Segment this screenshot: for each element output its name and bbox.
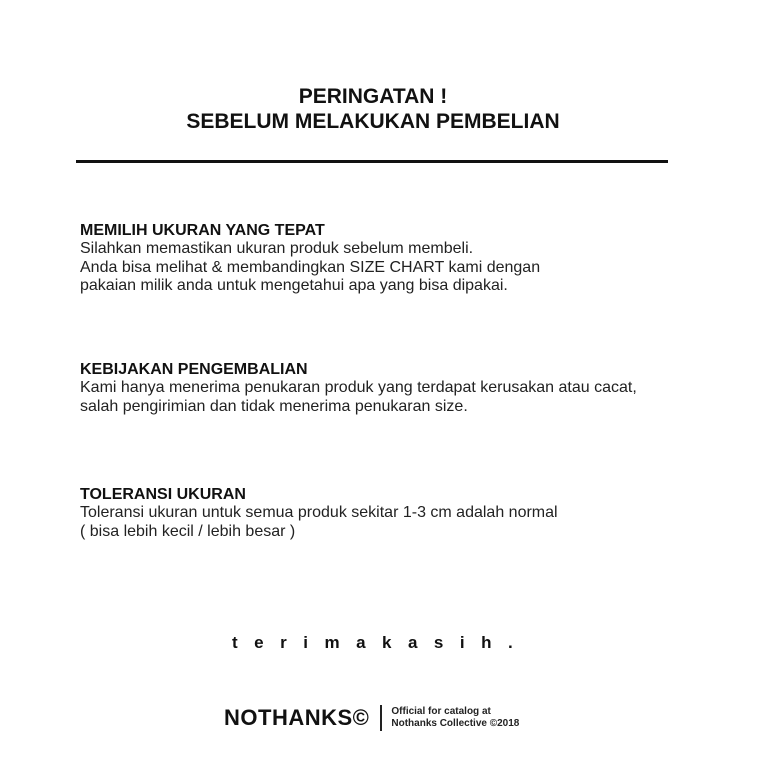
section-size-tolerance bbox=[80, 485, 740, 541]
section-line: pakaian milik anda untuk mengetahui apa yang bisa dipakai. bbox=[80, 277, 508, 294]
section-heading: KEBIJAKAN PENGEMBALIAN bbox=[80, 361, 308, 378]
section-line: ( bisa lebih kecil / lebih besar ) bbox=[80, 522, 296, 540]
section-size-selection bbox=[80, 221, 740, 296]
section-heading: TOLERANSI UKURAN bbox=[80, 486, 246, 503]
section-line: Anda bisa melihat & membandingkan SIZE CHART kami dengan bbox=[80, 258, 541, 276]
section-return-policy bbox=[80, 360, 740, 416]
section-line: Silahkan memastikan ukuran produk sebelum membeli. bbox=[80, 240, 474, 257]
footer-note-line-2: Nothanks Collective ©2018 bbox=[391, 718, 520, 729]
section-line: Kami hanya menerima penukaran produk yang terdapat kerusakan atau cacat, bbox=[80, 379, 637, 396]
divider bbox=[76, 160, 668, 163]
closing-thanks: terimakasih. bbox=[232, 633, 530, 652]
title-line-1: PERINGATAN ! bbox=[298, 85, 448, 108]
section-line: salah pengirimian dan tidak menerima penukaran size. bbox=[80, 397, 468, 415]
section-heading: MEMILIH UKURAN YANG TEPAT bbox=[80, 222, 325, 239]
footer-separator bbox=[380, 705, 382, 731]
footer bbox=[224, 705, 519, 731]
footer-note-line-1: Official for catalog at bbox=[391, 706, 491, 717]
footer-note bbox=[391, 706, 519, 730]
page-title bbox=[0, 84, 746, 134]
title-line-2: SEBELUM MELAKUKAN PEMBELIAN bbox=[186, 110, 560, 133]
brand-logo: NOTHANKS© bbox=[224, 705, 370, 730]
section-line: Toleransi ukuran untuk semua produk sekitar 1-3 cm adalah normal bbox=[80, 504, 558, 521]
